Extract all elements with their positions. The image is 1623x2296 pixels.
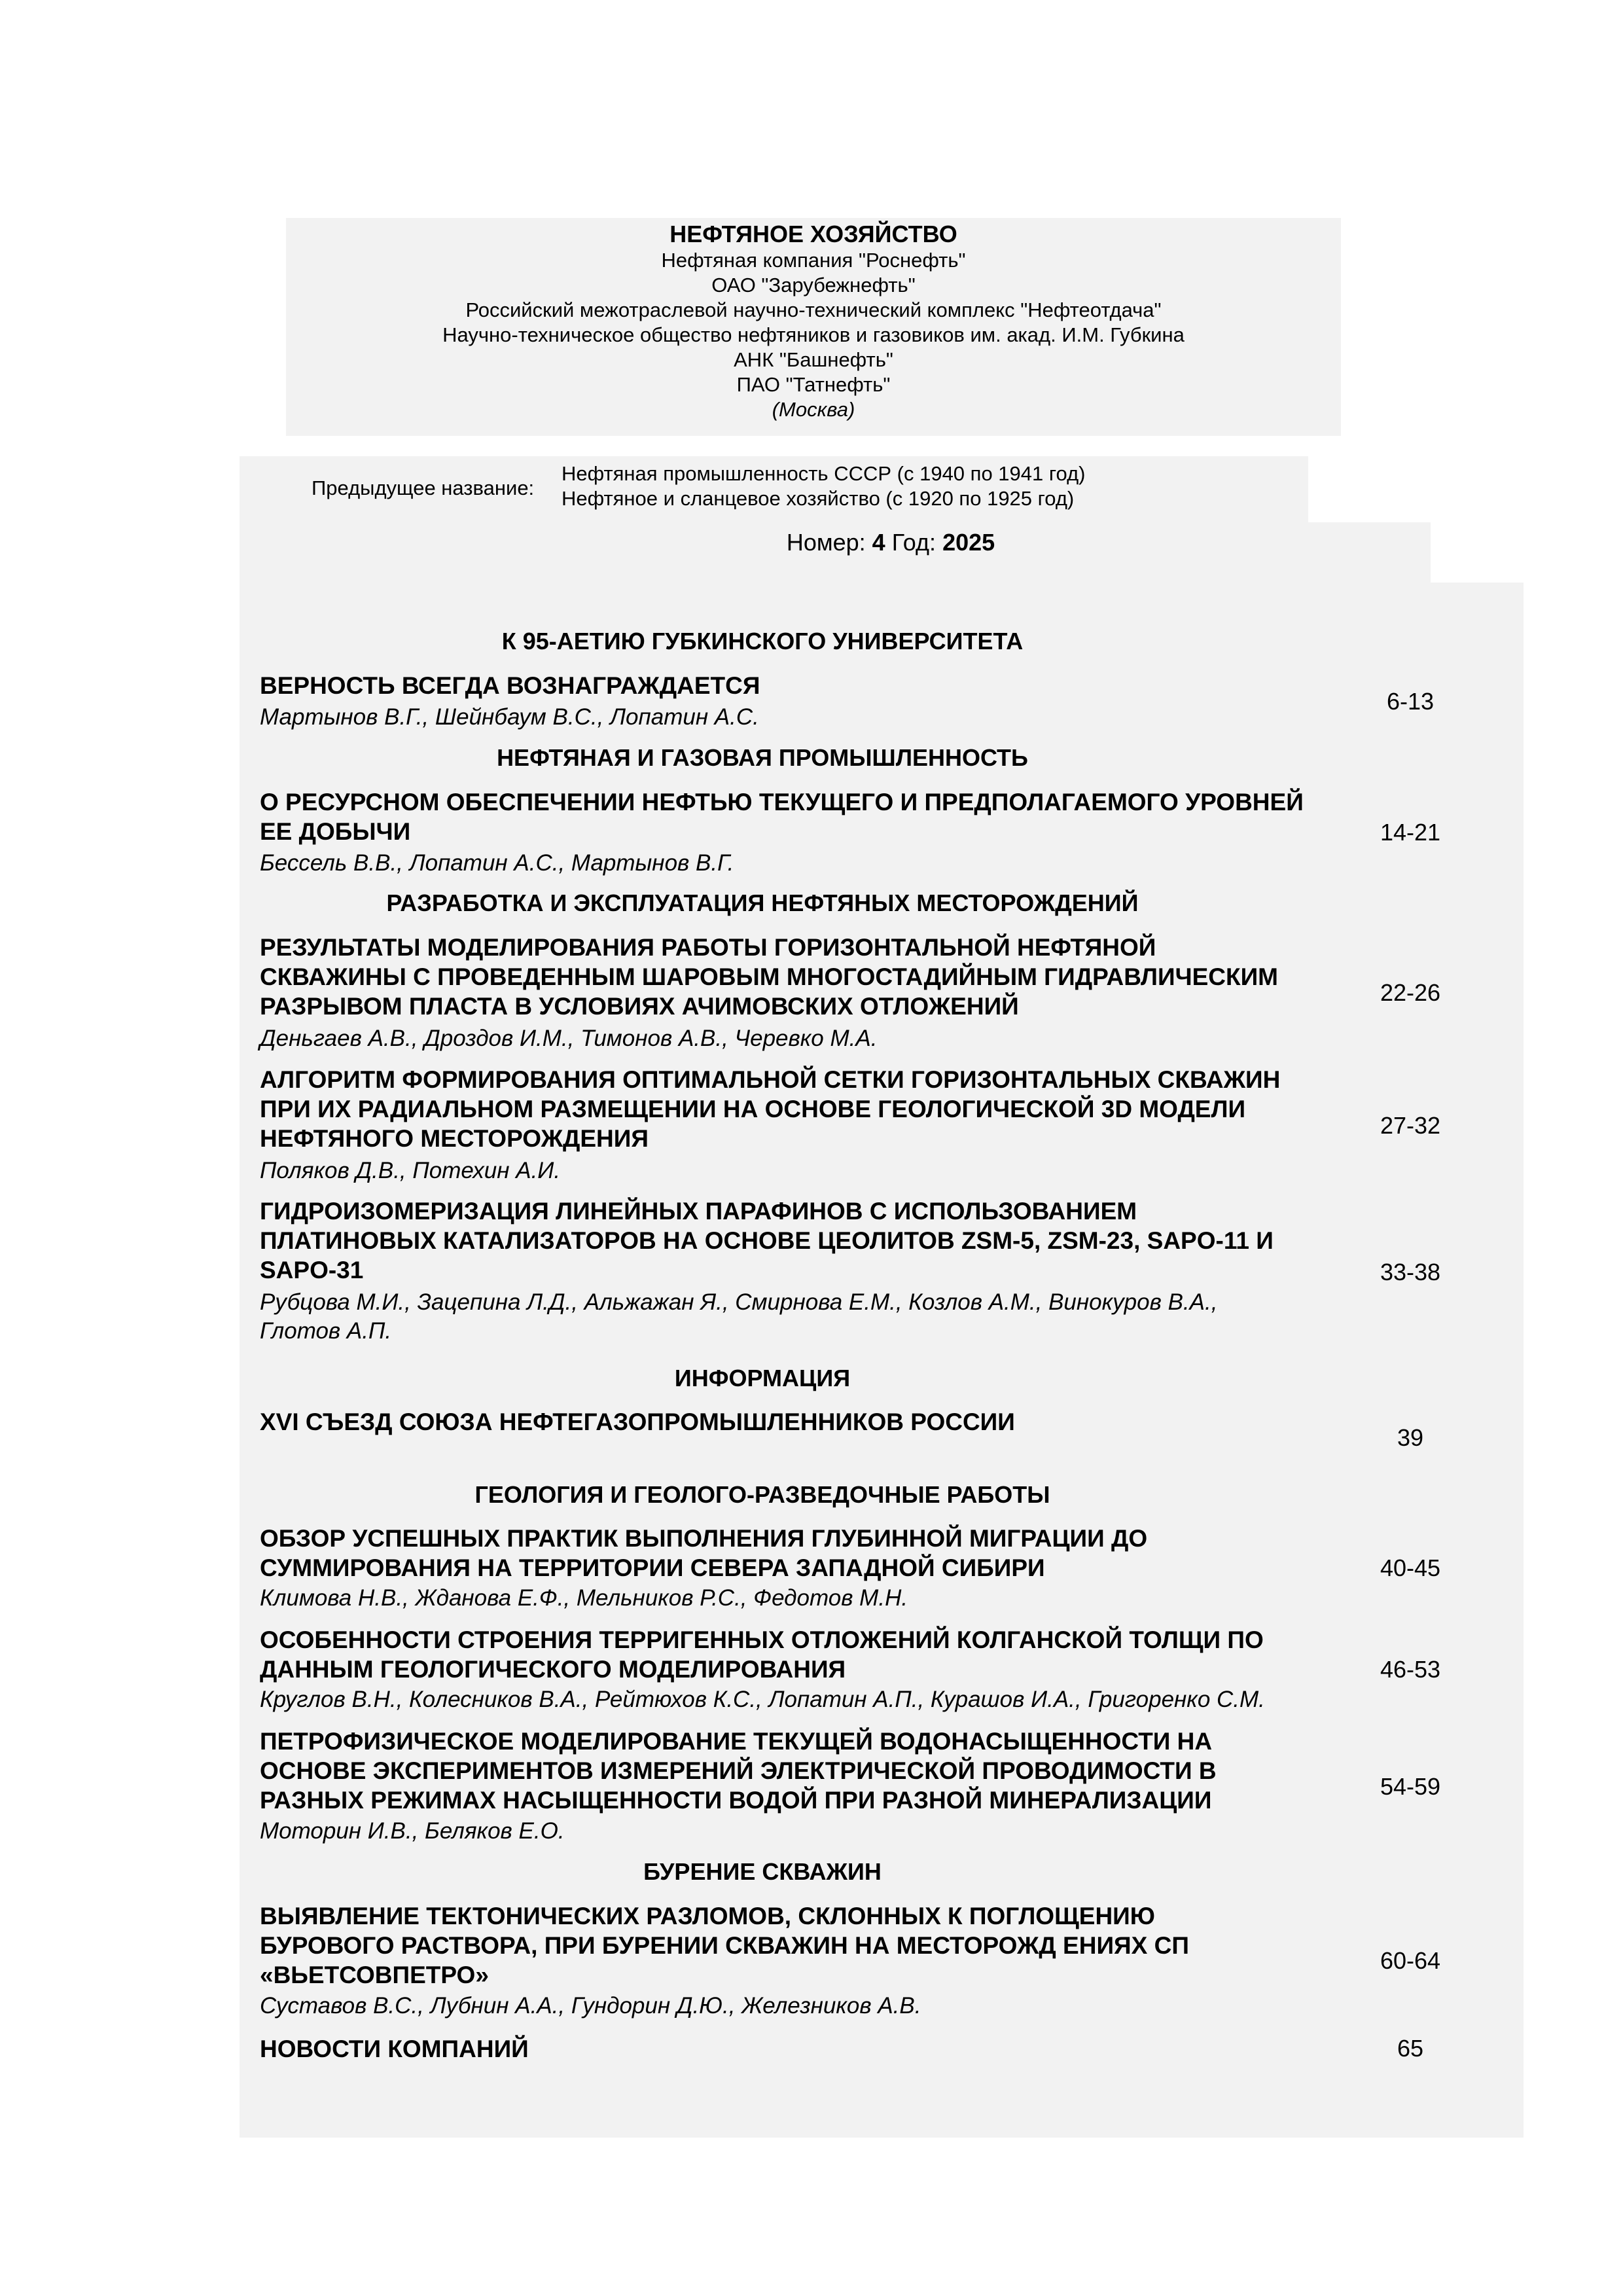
article-pages: 6-13 [1386, 688, 1435, 715]
founder-4: Научно-техническое общество нефтяников и газовиков им. акад. И.М. Губкина [442, 323, 1185, 346]
previous-names-block [240, 456, 1308, 522]
previous-name-2: Нефтяное и сланцевое хозяйство (с 1920 по 1925 год) [562, 487, 1075, 510]
issue-line [240, 529, 1431, 556]
article-authors: Климова Н.В., Жданова Е.Ф., Мельников Р.С., Федотов М.Н. [260, 1585, 908, 1611]
article-title[interactable]: ГИДРОИЗОМЕРИЗАЦИЯ ЛИНЕЙНЫХ ПАРАФИНОВ С ИСПОЛЬЗОВАНИЕМ ПЛАТИНОВЫХ КАТАЛИЗАТОРОВ НА ОСНОВЕ ЦЕОЛИТОВ ZSM-5, ZSM-23, SAPO-11 И SAPO-31 [260, 1198, 1274, 1283]
article-authors: Мартынов В.Г., Шейнбаум В.С., Лопатин А.С. [260, 704, 759, 730]
journal-header [286, 218, 1341, 436]
article-pages: 14-21 [1380, 819, 1441, 846]
article-pages: 33-38 [1380, 1259, 1441, 1285]
section-heading: БУРЕНИЕ СКВАЖИН [643, 1858, 882, 1885]
founder-5: АНК "Башнефть" [734, 348, 893, 371]
previous-names-list [562, 461, 1085, 511]
founder-1: Нефтяная компания "Роснефть" [661, 249, 966, 272]
article-authors: Суставов В.С., Лубнин А.А., Гундорин Д.Ю., Железников А.В. [260, 1993, 921, 2018]
article-title[interactable]: ВЫЯВЛЕНИЕ ТЕКТОНИЧЕСКИХ РАЗЛОМОВ, СКЛОННЫХ К ПОГЛОЩЕНИЮ БУРОВОГО РАСТВОРА, ПРИ БУРЕНИИ СКВАЖИН НА МЕСТОРОЖД ЕНИЯХ СП «ВЬЕТСОВПЕТРО» [260, 1903, 1189, 1988]
article-title[interactable]: ВЕРНОСТЬ ВСЕГДА ВОЗНАГРАЖДАЕТСЯ [260, 672, 760, 699]
article-authors: Деньгаев А.В., Дроздов И.М., Тимонов А.В., Черевко М.А. [260, 1026, 878, 1051]
article-title[interactable]: ПЕТРОФИЗИЧЕСКОЕ МОДЕЛИРОВАНИЕ ТЕКУЩЕЙ ВОДОНАСЫЩЕННОСТИ НА ОСНОВЕ ЭКСПЕРИМЕНТОВ ИЗМЕРЕНИЙ ЭЛЕКТРИЧЕСКОЙ ПРОВОДИМОСТИ В РАЗНЫХ РЕЖИМАХ НАСЫЩЕННОСТИ ВОДОЙ ПРИ РАЗНОЙ МИНЕРАЛИЗАЦИИ [260, 1728, 1217, 1814]
section-heading: К 95-АЕТИЮ ГУБКИНСКОГО УНИВЕРСИТЕТА [501, 628, 1024, 655]
article-pages: 27-32 [1380, 1112, 1441, 1139]
article-title[interactable]: ОБЗОР УСПЕШНЫХ ПРАКТИК ВЫПОЛНЕНИЯ ГЛУБИННОЙ МИГРАЦИИ ДО СУММИРОВАНИЯ НА ТЕРРИТОРИИ СЕВЕРА ЗАПАДНОЙ СИБИРИ [260, 1525, 1148, 1581]
article-authors: Рубцова М.И., Зацепина Л.Д., Альжажан Я., Смирнова Е.М., Козлов А.М., Винокуров В.А., Глотов А.П. [260, 1289, 1218, 1344]
article-pages: 39 [1397, 1424, 1424, 1451]
article-pages: 60-64 [1380, 1947, 1441, 1974]
article-authors: Круглов В.Н., Колесников В.А., Рейтюхов К.С., Лопатин А.П., Курашов И.А., Григоренко С.М. [260, 1687, 1265, 1712]
section-heading: ГЕОЛОГИЯ И ГЕОЛОГО-РАЗВЕДОЧНЫЕ РАБОТЫ [474, 1481, 1050, 1508]
article-pages: 46-53 [1380, 1656, 1441, 1683]
section-heading: НЕФТЯНАЯ И ГАЗОВАЯ ПРОМЫШЛЕННОСТЬ [497, 744, 1028, 771]
previous-names-label: Предыдущее название: [312, 476, 535, 499]
article-title[interactable]: XVI СЪЕЗД СОЮЗА НЕФТЕГАЗОПРОМЫШЛЕННИКОВ РОССИИ [260, 1408, 1015, 1435]
journal-title: НЕФТЯНОЕ ХОЗЯЙСТВО [669, 221, 957, 247]
founder-6: ПАО "Татнефть" [736, 373, 891, 396]
issue-number-label: Номер: [786, 529, 866, 556]
section-heading: ИНФОРМАЦИЯ [674, 1365, 851, 1391]
article-pages: 54-59 [1380, 1773, 1441, 1800]
founder-2: ОАО "Зарубежнефть" [711, 274, 916, 296]
journal-city: (Москва) [772, 398, 855, 421]
previous-name-1: Нефтяная промышленность СССР (с 1940 по 1941 год) [562, 462, 1086, 485]
issue-block [240, 522, 1431, 583]
section-heading: РАЗРАБОТКА И ЭКСПЛУАТАЦИЯ НЕФТЯНЫХ МЕСТОРОЖДЕНИЙ [386, 889, 1139, 916]
founder-3: Российский межотраслевой научно-технический комплекс "Нефтеотдача" [465, 298, 1162, 321]
article-authors: Моторин И.В., Беляков Е.О. [260, 1818, 565, 1844]
article-pages: 40-45 [1380, 1554, 1441, 1581]
article-title[interactable]: НОВОСТИ КОМПАНИЙ [260, 2036, 529, 2062]
article-authors: Бессель В.В., Лопатин А.С., Мартынов В.Г. [260, 850, 734, 876]
article-pages: 22-26 [1380, 979, 1441, 1006]
article-authors: Поляков Д.В., Потехин А.И. [260, 1158, 561, 1183]
article-title[interactable]: РЕЗУЛЬТАТЫ МОДЕЛИРОВАНИЯ РАБОТЫ ГОРИЗОНТАЛЬНОЙ НЕФТЯНОЙ СКВАЖИНЫ С ПРОВЕДЕННЫМ ШАРОВЫМ МНОГОСТАДИЙНЫМ ГИДРАВЛИЧЕСКИМ РАЗРЫВОМ ПЛАСТА В УСЛОВИЯХ АЧИМОВСКИХ ОТЛОЖЕНИЙ [260, 934, 1279, 1020]
article-title[interactable]: ОСОБЕННОСТИ СТРОЕНИЯ ТЕРРИГЕННЫХ ОТЛОЖЕНИЙ КОЛГАНСКОЙ ТОЛЩИ ПО ДАННЫМ ГЕОЛОГИЧЕСКОГО МОДЕЛИРОВАНИЯ [260, 1626, 1264, 1683]
issue-year: 2025 [942, 529, 995, 556]
article-title[interactable]: О РЕСУРСНОМ ОБЕСПЕЧЕНИИ НЕФТЬЮ ТЕКУЩЕГО И ПРЕДПОЛАГАЕМОГО УРОВНЕЙ ЕЕ ДОБЫЧИ [260, 789, 1304, 845]
issue-number: 4 [872, 529, 885, 556]
issue-year-label: Год: [891, 529, 936, 556]
article-pages: 65 [1397, 2035, 1424, 2062]
article-title[interactable]: АЛГОРИТМ ФОРМИРОВАНИЯ ОПТИМАЛЬНОЙ СЕТКИ ГОРИЗОНТАЛЬНЫХ СКВАЖИН ПРИ ИХ РАДИАЛЬНОМ РАЗМЕЩЕНИИ НА ОСНОВЕ ГЕОЛОГИЧЕСКОЙ 3D МОДЕЛИ НЕФТЯНОГО МЕСТОРОЖДЕНИЯ [260, 1066, 1281, 1152]
